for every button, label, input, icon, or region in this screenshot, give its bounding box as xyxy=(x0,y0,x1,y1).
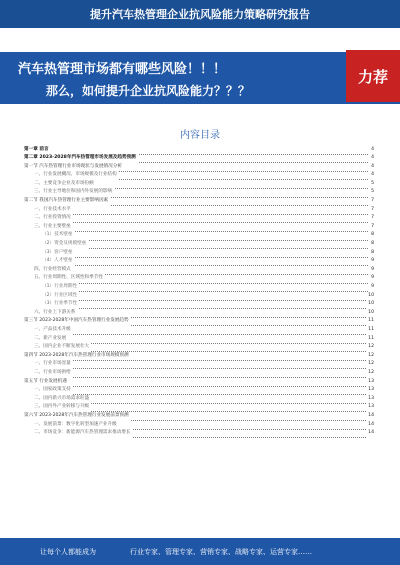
toc-entry-page: 8 xyxy=(369,231,374,240)
toc-entry-page: 5 xyxy=(369,180,374,189)
toc-entry-page: 14 xyxy=(366,421,374,430)
toc-entry-label: 一、行业发展概况、市场规模及行业结构 xyxy=(24,171,119,180)
toc-entry-label: （3）客户壁垒 xyxy=(24,249,75,258)
toc-entry-label: 一、发展前景：数字化转型加速产业升级 xyxy=(24,421,119,430)
recommend-badge: 力荐 xyxy=(346,50,400,102)
toc-entry-label: （1）行业周期性 xyxy=(24,283,79,292)
toc-entry[interactable] xyxy=(24,241,374,250)
hero-headline: 汽车热管理市场都有哪些风险！！！ xyxy=(18,62,227,77)
toc-entry-label: 五、行业周期性、区域性和季节性 xyxy=(24,274,105,283)
toc-entry-page: 13 xyxy=(366,378,374,387)
toc-entry-label: 二、行业市场供给 xyxy=(24,369,73,378)
toc-entry-page: 11 xyxy=(366,326,374,335)
toc-entry-page: 8 xyxy=(369,240,374,249)
toc-entry-page: 7 xyxy=(369,197,374,206)
toc-entry-page: 10 xyxy=(366,309,374,318)
toc-entry[interactable] xyxy=(24,326,374,335)
toc-entry-label: （3）行业季节性 xyxy=(24,300,79,309)
toc-entry[interactable] xyxy=(24,249,374,258)
toc-entry[interactable] xyxy=(24,352,374,361)
toc-entry-page: 7 xyxy=(369,223,374,232)
toc-entry-label: 二、主要竞争企业及市场份额 xyxy=(24,180,96,189)
toc-entry-label: （4）人才壁垒 xyxy=(24,257,75,266)
toc-entry-page: 13 xyxy=(366,395,374,404)
toc-entry-label: 四、行业经营模式 xyxy=(24,266,73,275)
report-title-banner: 提升汽车热管理企业抗风险能力策略研究报告 xyxy=(0,0,400,28)
footer-expert-list: 行业专家、管理专家、营销专家、战略专家、运营专家…… xyxy=(130,547,312,556)
toc-entry-page: 13 xyxy=(366,403,374,412)
toc-entry[interactable] xyxy=(24,378,374,387)
toc-entry-page: 7 xyxy=(369,214,374,223)
toc-entry-page: 10 xyxy=(366,292,374,301)
toc-entry-label: 一、国家政策支持 xyxy=(24,386,73,395)
toc-entry-page: 11 xyxy=(366,335,374,344)
toc-entry-page: 12 xyxy=(366,369,374,378)
toc-entry-page: 9 xyxy=(369,274,374,283)
toc-entry-page: 7 xyxy=(369,206,374,215)
toc-entry[interactable] xyxy=(24,369,374,378)
table-of-contents xyxy=(24,146,374,438)
toc-entry-label: 第一章 前言 xyxy=(24,146,51,155)
toc-entry-label: 一、行业市场容量 xyxy=(24,360,73,369)
toc-entry[interactable] xyxy=(24,318,374,327)
toc-entry-label: 第二节 我国汽车热管理行业主要影响因素 xyxy=(24,197,110,206)
toc-entry-label: 第三节 2023-2028年中国汽车热管理行业发展趋势 xyxy=(24,317,131,326)
toc-entry-label: 二、新产业发展 xyxy=(24,335,68,344)
toc-entry-page: 4 xyxy=(369,154,374,163)
toc-entry-label: 第六节 2023-2028年汽车热管理行业发展前景预测 xyxy=(24,412,131,421)
toc-entry-page: 4 xyxy=(369,146,374,155)
toc-entry-label: 第四节 2023-2028年汽车热管理行业市场规模预测 xyxy=(24,352,131,361)
toc-entry-page: 12 xyxy=(366,343,374,352)
toc-entry[interactable] xyxy=(24,430,374,439)
toc-entry-page: 14 xyxy=(366,429,374,438)
toc-entry-label: 一、产品技术升级 xyxy=(24,326,73,335)
toc-entry-label: （2）行业区域性 xyxy=(24,292,79,301)
toc-entry-label: 一、行业技术水平 xyxy=(24,206,73,215)
toc-entry[interactable] xyxy=(24,223,374,232)
toc-entry-label: 二、国内新兴市场需求旺盛 xyxy=(24,395,91,404)
toc-entry-label: 三、国内企业不断发展壮大 xyxy=(24,343,91,352)
toc-entry-page: 11 xyxy=(366,317,374,326)
toc-entry[interactable] xyxy=(24,258,374,267)
hero-subheadline: 那么，如何提升企业抗风险能力？？？ xyxy=(46,84,251,98)
toc-entry-label: 三、行业主导地位和国内外发展的影响 xyxy=(24,188,114,197)
toc-entry-page: 9 xyxy=(369,257,374,266)
toc-entry-label: （2）资金及规模壁垒 xyxy=(24,240,88,249)
footer-slogan: 让每个人都能成为 xyxy=(40,547,96,556)
toc-entry-page: 4 xyxy=(369,163,374,172)
toc-entry-page: 8 xyxy=(369,249,374,258)
toc-entry[interactable] xyxy=(24,198,374,207)
toc-entry-label: 第五节 行业发展机遇 xyxy=(24,378,69,387)
toc-entry-label: 二、行业投资情况 xyxy=(24,214,73,223)
toc-entry-label: 二、市场竞争：新能源汽车热管理需求推动增长 xyxy=(24,429,132,438)
toc-entry[interactable] xyxy=(24,206,374,215)
toc-entry-label: 三、行业主要壁垒 xyxy=(24,223,73,232)
toc-title: 内容目录 xyxy=(180,130,220,141)
toc-entry-page: 12 xyxy=(366,352,374,361)
toc-entry-page: 10 xyxy=(366,300,374,309)
toc-entry-label: 第一节 汽车热管理行业市场现状与发展情况分析 xyxy=(24,163,124,172)
toc-entry[interactable] xyxy=(24,361,374,370)
toc-entry-page: 13 xyxy=(366,386,374,395)
toc-entry-page: 5 xyxy=(369,188,374,197)
toc-entry-page: 12 xyxy=(366,360,374,369)
toc-entry-page: 4 xyxy=(369,171,374,180)
toc-entry-label: 第二章 2023-2028年汽车热管理市场发展及趋势预测 xyxy=(24,154,138,163)
toc-entry-page: 9 xyxy=(369,266,374,275)
footer-bar xyxy=(0,538,400,565)
toc-entry-label: （1）技术壁垒 xyxy=(24,231,75,240)
hero-banner xyxy=(0,52,400,104)
toc-entry-page: 9 xyxy=(369,283,374,292)
toc-entry[interactable] xyxy=(24,215,374,224)
toc-entry-label: 三、国内外产业转移与升级 xyxy=(24,403,91,412)
toc-entry-label: 六、行业上下游关系 xyxy=(24,309,77,318)
toc-entry-page: 14 xyxy=(366,412,374,421)
